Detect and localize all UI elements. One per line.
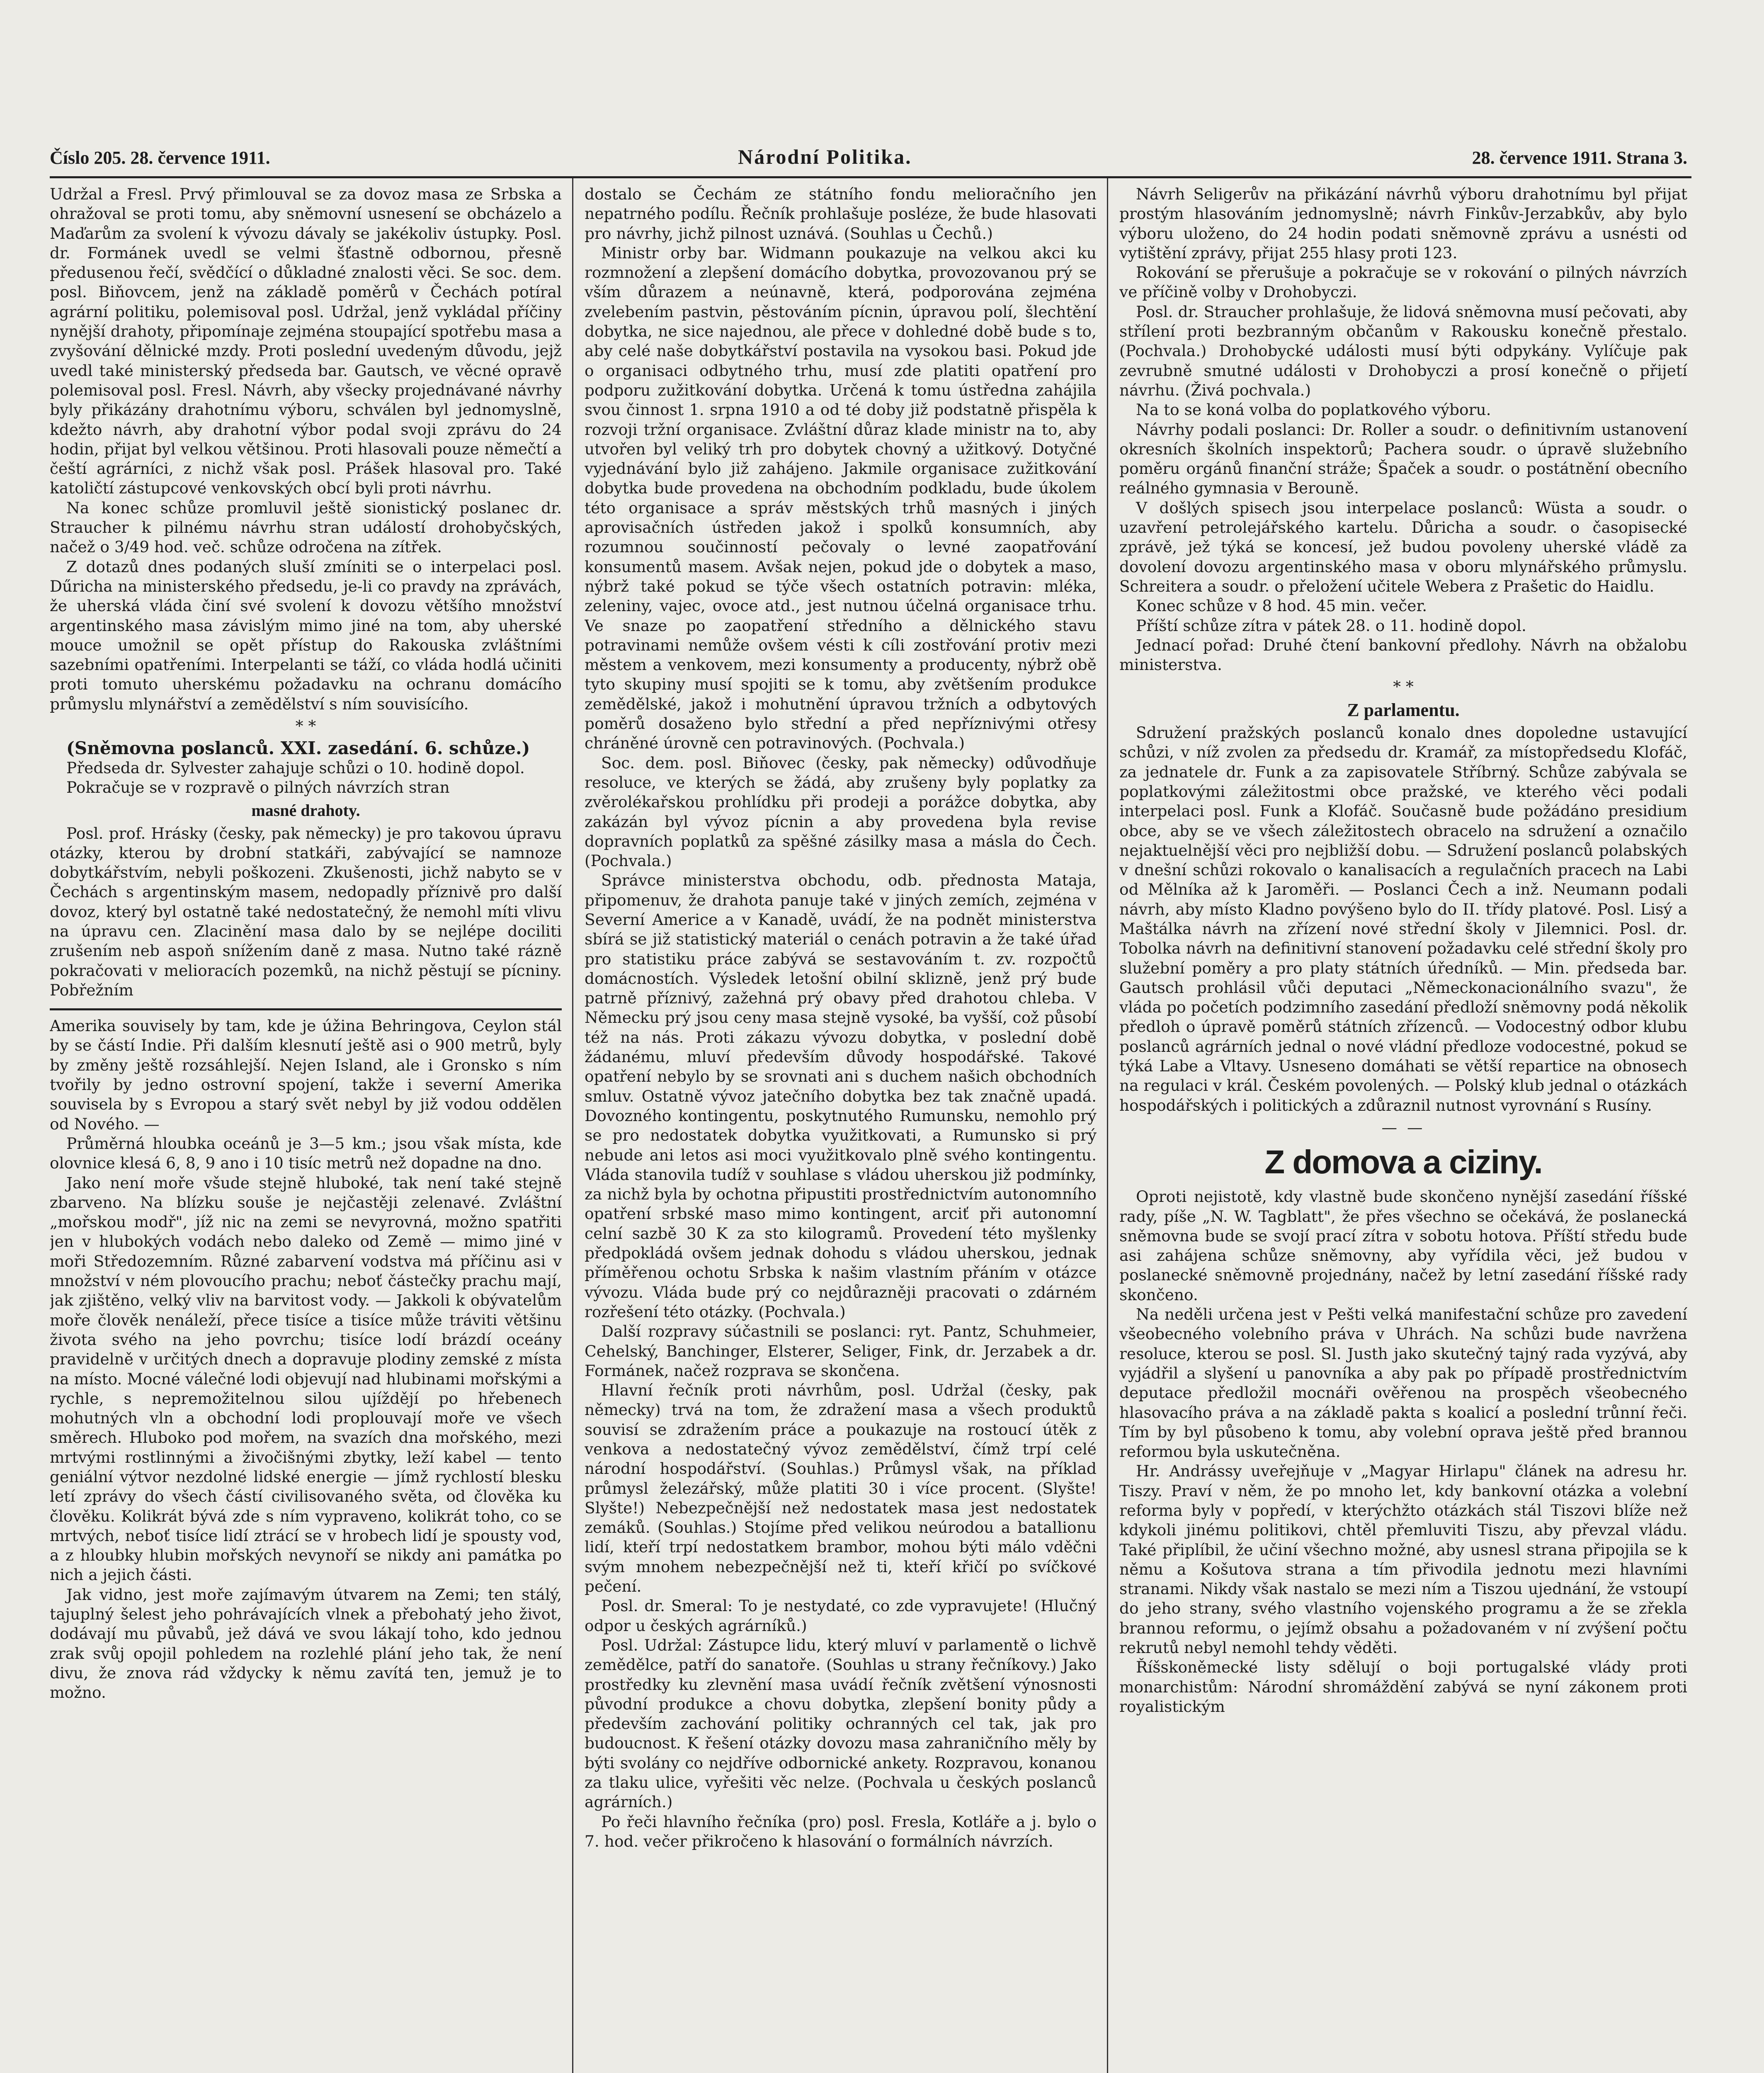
feuilleton-paragraph: Jako není moře všude stejně hluboké, tak není také stejně zbarveno. Na blízku souše je nejčastěji zelenavé. Zvláštní „mořskou modř", jíž nic na zemi se nevyrovná, možno spatřiti jen v hlubokých vodách nebo daleko od Země — mimo jiné v moři Středozemním. Různé zabarvení vodstva má příčinu asi v množství v ném plovoucího prachu; neboť částečky prachu mají, jak zjištěno, velký vliv na barvitost vody. — Jakkoli k obývatelům moře člověk nenáleží, přece tisíce a tisíce může tráviti většinu života svého na jeho povrchu; tisíce lodí brázdí oceány pravidelně v určitých dnech a dopravuje plodiny zemské z místa na místo. Mocné válečné lodi objevují nad hlubinami mořskými a rychle, s nepremožitelnou silou ujíždějí po hřebenech mohutných vln a obchodní lodi proplouvají moře ve všech směrech. Hluboko pod mořem, na svazích dna mořského, mezi mrtvými rostlinnými a živočišnými zbytky, leží kabel — tento geniální výtvor nezdolné lidské energie — jímž rychlostí blesku letí zprávy do všech částí civilisovaného světa, od člověka ku člověku. Kolikrát bývá zde s ním vypraveno, kolikrát toho, co se mrtvých, neboť tisíce lidí ztrácí se v hrobech lidí je spousty vod, a z hloubky hlubin mořských nevynoří se nikdy ani památka po nich a jejich části. bbox=[50, 1173, 562, 1584]
feuilleton-paragraph: Amerika souvisely by tam, kde je úžina Behringova, Ceylon stál by se částí Indie. Při dalším klesnutí ještě asi o 900 metrů, byly by změny ještě rozsáhlejší. Nejen Island, ale i Gronsko s ním tvořily by jedno ostrovní spojení, takže i severní Amerika souvisela by s Evropou a starý svět nebyl by již vodou oddělen od Nového. — bbox=[50, 1017, 562, 1133]
section-heading: Z domova a ciziny. bbox=[1264, 1143, 1542, 1181]
article-paragraph: Další rozpravy súčastnili se poslanci: ryt. Pantz, Schuhmeier, Cehelský, Banchinger, Elsterer, Seliger, Fink, dr. Jerzabek a dr. Formánek, načež rozprava se skončena. bbox=[585, 1322, 1097, 1380]
header-rule bbox=[50, 176, 1691, 178]
article-paragraph: Po řeči hlavního řečníka (pro) posl. Fresla, Kotláře a j. bylo o 7. hod. večer přikročeno k hlasování o formálních návrzích. bbox=[585, 1812, 1097, 1850]
page-number: 28. července 1911. Strana 3. bbox=[1472, 148, 1687, 168]
article-paragraph: dostalo se Čechám ze státního fondu melioračního jen nepatrného podílu. Řečník prohlašuje posléze, že bude hlasovati pro návrhy, jichž pilnost uznává. (Souhlas u Čechů.) bbox=[585, 185, 1097, 243]
column-2 bbox=[585, 184, 1097, 2073]
column-divider bbox=[1107, 178, 1108, 2073]
section-separator: * * bbox=[1393, 677, 1414, 696]
article-paragraph: Pokračuje se v rozpravě o pilných návrzích stran bbox=[66, 778, 450, 796]
session-heading: (Sněmovna poslanců. XXI. zasedání. 6. schůze.) bbox=[66, 738, 530, 759]
column-3 bbox=[1119, 184, 1687, 2073]
column-divider bbox=[572, 178, 573, 2073]
article-paragraph: Soc. dem. posl. Biňovec (česky, pak německy) odůvodňuje resoluce, ve kterých se žádá, aby zrušeny byly poplatky za zvěrolékařskou prohlídku při prodeji a porážce dobytka, aby zakázán byl vývoz pícnin a aby provedena byla revise dopravních poplatků za spěšné zásilky masa a másla do Čech. (Pochvala.) bbox=[585, 753, 1097, 870]
article-paragraph: Posl. dr. Smeral: To je nestydaté, co zde vypravujete! (Hlučný odpor u českých agrárníků.) bbox=[585, 1597, 1097, 1635]
article-paragraph: Říšskoněmecké listy sdělují o boji portugalské vlády proti monarchistům: Národní shromáždění zabývá se nyní zákonem proti royalistickým bbox=[1119, 1658, 1687, 1716]
article-paragraph: Z dotazů dnes podaných sluší zmíniti se o interpelaci posl. Dűricha na ministerského předsedu, je-li co pravdy na zprávách, že uherská vláda činí své svolení k dovozu většího množství argentinského masa závislým mimo jiné na tom, aby uherské mouce umožnil se opět přístup do Rakouska zvláštními sazebními opatřeními. Interpelanti se táží, co vláda hodlá učiniti proti tomuto uherskému požadavku na ochranu domácího průmyslu mlynářství a zemědělství s ním souvisícího. bbox=[50, 557, 562, 713]
article-paragraph: Rokování se přerušuje a pokračuje se v rokování o pilných návrzích ve příčině volby v Drohobyczi. bbox=[1119, 263, 1687, 301]
page-header bbox=[50, 143, 1687, 172]
article-paragraph: Příští schůze zítra v pátek 28. o 11. hodině dopol. bbox=[1136, 616, 1526, 635]
feuilleton-rule bbox=[50, 1008, 562, 1010]
article-paragraph: Návrhy podali poslanci: Dr. Roller a soudr. o definitivním ustanovení okresních školních inspektorů; Pachera soudr. o úpravě služebního poměru orgánů finanční stráže; Špaček a soudr. o postátnění obecního reálného gymnasia v Berouně. bbox=[1119, 420, 1687, 498]
article-paragraph: Předseda dr. Sylvester zahajuje schůzi o 10. hodině dopol. bbox=[66, 758, 525, 777]
feuilleton-paragraph: Jak vidno, jest moře zajímavým útvarem na Zemi; ten stálý, tajuplný šelest jeho pohrávajících vlnek a přebohatý jeho život, dodávají mu půvabů, jež dává ve svou lákají toho, kdo jednou zrak svůj opojil pohledem na rozlehlé plání jeho tak, že není divu, že znova rád vždycky k němu zavítá ten, jemuž je to možno. bbox=[50, 1585, 562, 1702]
article-paragraph: Posl. dr. Straucher prohlašuje, že lidová sněmovna musí pečovati, aby střílení proti bezbranným občanům v Rakousku konečně přestalo. (Pochvala.) Drohobycké události musí býti odpykány. Vylíčuje pak zevrubně smutné události v Drohobyczi a prosí konečně o přijetí návrhu. (Živá pochvala.) bbox=[1119, 302, 1687, 399]
article-paragraph: Posl. Udržal: Zástupce lidu, který mluví v parlamentě o lichvě zemědělce, patří do sanatoře. (Souhlas u strany řečníkovy.) Jako prostředky ku zlevnění masa uvádí řečník zvětšení výnosnosti původní produkce a chovu dobytka, zlepšení bonity půdy a především zachování politiky ochranných cel tak, jak pro budoucnost. K řešení otázky dovozu masa zahraničního měly by býti svolány co nejdříve odbornické ankety. Rozpravou, konanou za tlaku ulice, vyřešiti věc nelze. (Pochvala u českých poslanců agrárních.) bbox=[585, 1636, 1097, 1811]
article-paragraph: Posl. prof. Hrásky (česky, pak německy) je pro takovou úpravu otázky, kterou by drobní statkáři, zabývající se namnoze dobytkářstvím, nebyli poškozeni. Zkušenosti, jichž nabyto se v Čechách s argentinským masem, nedopadly příznivě pro další dovoz, který byl ostatně také nedostatečný, že nemohl míti vlivu na úpravu cen. Zlacinění masa dalo by se nejlépe dociliti zrušením neb aspoň snížením daně z masa. Nutno také rázně pokračovati v melioracích pozemků, na nichž pěstují se pícniny. Pobřežním bbox=[50, 824, 562, 999]
article-paragraph: Udržal a Fresl. Prvý přimlouval se za dovoz masa ze Srbska a ohražoval se proti tomu, aby sněmovní usnesení se obcházelo a Maďarům za svolení k vývozu dávaly se jakékoliv ústupky. Posl. dr. Formánek uvedl se velmi šťastně odbornou, přesně předusenou řečí, svědčící o důkladné znalosti věci. Se soc. dem. posl. Biňovcem, jenž na základě poměrů v Čechách potíral agrární politiku, polemisoval posl. Udržal, jenž vykládal příčiny nynější drahoty, připomínaje zejména stoupající spotřebu masa a zvyšování dělnické mzdy. Proti poslední uvedeným důvodu, jejž uvedl také ministerský předseda bar. Gautsch, ve věcné opravě polemisoval posl. Fresl. Návrh, aby všecky projednávané návrhy byly přikázány drahotnímu výboru, schválen byl jednomyslně, kdežto návrh, aby drahotní výbor podal svoji zprávu do 24 hodin, přijat byl velkou většinou. Proti hlasovali pouze němečtí a čeští agrárníci, z nichž však posl. Prášek hlasoval pro. Také katoličtí zástupcové venkovských obcí byli proti návrhu. bbox=[50, 185, 562, 498]
article-paragraph: Návrh Seligerův na přikázání návrhů výboru drahotnímu byl přijat prostým hlasováním jednomyslně; návrh Finkův-Jerzabkův, aby bylo výboru uloženo, do 24 hodin podati sněmovně zprávu a usnésti od vytištění zprávy, přijat 255 hlasy proti 123. bbox=[1119, 185, 1687, 262]
article-paragraph: Ministr orby bar. Widmann poukazuje na velkou akci ku rozmnožení a zlepšení domácího dobytka, provozovanou prý se vším důrazem a neúnavně, která, podporována zejména zvelebením pastvin, pěstováním pícnin, úpravou polí, šlechtění dobytka, ne sice najednou, ale přece v dohledné době bude s to, aby celé naše dobytkářství postavila na vysokou basi. Pokud jde o organisaci odbytného trhu, musí zde platiti opatření pro podporu zužitkování dobytka. Určená k tomu ústředna zahájila svou činnost 1. srpna 1910 a od té doby již podstatně přispěla k rozvoji tržní organisace. Zvláštní důraz klade ministr na to, aby utvořen byl veliký trh pro dobytek chovný a užitkový. Dotyčné vyjednávání bylo již zahájeno. Jakmile organisace zužitkování dobytka bude provedena na obchodním podkladu, bude úkolem této organisace a správ městských trhů masných i jiných aprovisačních ústředen jakož i spolků konsumních, aby rozumnou součinností pečovaly o levné zaopatřování konsumentů masem. Avšak nejen, pokud jde o dobytek a maso, nýbrž také pokud se týče všech ostatních potravin: mléka, zeleniny, vajec, ovoce atd., jest nutnou účelná organisace trhu. Ve snaze po zaopatření středního a dělnického stavu potravinami nemůže ovšem vésti k cíli zostřování protiv mezi městem a venkovem, mezi konsumenty a producenty, nýbrž obě tyto skupiny musí spojiti se k tomu, aby zvětšením produkce zemědělské, jakož i mohutnění úpravou tržních a odbytových poměrů dosaženo bylo střední a před nepříznivými otřesy chráněné úrovně cen potravinových. (Pochvala.) bbox=[585, 243, 1097, 752]
subheading: masné drahoty. bbox=[251, 801, 360, 820]
section-separator: * * bbox=[295, 717, 316, 736]
article-paragraph: Na konec schůze promluvil ještě sionistický poslanec dr. Straucher k pilnému návrhu stran událostí drohobyčských, načež o 3/49 hod. več. schůze odročena na zítřek. bbox=[50, 498, 562, 556]
article-paragraph: V došlých spisech jsou interpelace poslanců: Wüsta a soudr. o uzavření petrolejářského kartelu. Důricha a soudr. o časopisecké zprávě, jež týká se koncesí, jež budou povoleny uherské vládě za dovolení dovozu argentinského masa v oboru mlynářského průmyslu. Schreitera a soudr. o přeložení učitele Webera z Prašetic do Haidlu. bbox=[1119, 498, 1687, 595]
issue-date: Číslo 205. 28. července 1911. bbox=[50, 148, 270, 168]
column-1 bbox=[50, 184, 562, 2073]
article-paragraph: Oproti nejistotě, kdy vlastně bude skončeno nynější zasedání říšské rady, píše „N. W. Tagblatt", že přes všechno se očekává, že poslanecká sněmovna bude se svojí prací zítra v sobotu hotova. Příští středu bude asi zahájena schůze sněmovny, aby vyřídila věci, jež budou v poslanecké sněmovně projednány, načež by letní zasedání říšské rady skončeno. bbox=[1119, 1187, 1687, 1304]
article-paragraph: Konec schůze v 8 hod. 45 min. večer. bbox=[1136, 597, 1427, 615]
article-paragraph: Hlavní řečník proti návrhům, posl. Udržal (česky, pak německy) trvá na tom, že zdražení masa a všech produktů souvisí se zdražením práce a poukazuje na rostoucí útěk z venkova a nedostatečný vývoz zemědělství, čímž trpí celé národní hospodářství. (Souhlas.) Průmysl však, na příklad průmysl železářský, může platiti 30 i více procent. (Slyšte! Slyšte!) Nebezpečnější než nedostatek masa jest nedostatek zemáků. (Souhlas.) Stojíme před velikou neúrodou a batallionu lidí, kteří trpí nedostatkem brambor, mohou býti málo vděčni svým mnohem nebezpečnější než ti, kteří křičí po svíčkové pečení. bbox=[585, 1381, 1097, 1596]
section-heading: Z parlamentu. bbox=[1347, 699, 1460, 720]
article-paragraph: Jednací pořad: Druhé čtení bankovní předlohy. Návrh na obžalobu ministerstva. bbox=[1119, 636, 1687, 674]
article-paragraph: Na neděli určena jest v Pešti velká manifestační schůze pro zavedení všeobecného volebního práva v Uhrách. Na schůzi bude navržena resoluce, kterou se posl. Sl. Justh jako skutečný tajný rada vyzývá, aby vyjádřil a slyšení u panovníka a aby pak po případě prostřednictvím deputace předložil mocnáři ověřenou na prospěch všeobecného hlasovacího práva a na základě pakta s koalicí a poslední trůnní řeči. Tím by byl působeno k tomu, aby volební oprava ještě před brannou reformou byla uskutečněna. bbox=[1119, 1305, 1687, 1461]
article-paragraph: Na to se koná volba do poplatkového výboru. bbox=[1136, 401, 1491, 419]
article-paragraph: Sdružení pražských poslanců konalo dnes dopoledne ustavující schůzi, v níž zvolen za předsedu dr. Kramář, za místopředsedu Klofáč, za jednatele dr. Funk a za zapisovatele Stříbrný. Schůze zabývala se poplatkovými záležitostmi obce pražské, ve kterého věci podali interpelaci posl. Funk a Klofáč. Současně bude požádáno presidium obce, aby se ve všech záležitostech obracelo na sdružení a označilo nejaktuelnější věci pro nejbližší dobu. — Sdružení poslanců polabských v dnešní schůzi rokovalo o kanalisacích a regulačních pracech na Labi od Mělníka až k Jaroměři. — Poslanci Čech a inž. Neumann podali návrh, aby místo Kladno povýšeno bylo do II. třídy platové. Posl. Lisý a Maštálka návrh na zřízení nové střední školy v Jilemnici. Posl. dr. Tobolka návrh na definitivní stanovení požadavku celé střední školy pro služební poměry a pro platy státních úředníků. — Min. předseda bar. Gautsch prohlásil vůči deputaci „Německonacionálního svazu", že vláda po početích podzimního zasedání předloží sněmovny podá několik předloh o úpravě poměrů státních zřízenců. — Vodocestný odbor klubu poslanců agrárních jednal o nové vládní předloze vodocestné, pokud se týká Labe a Vltavy. Usneseno domáhati se větší reparticе na obnosech na regulaci v král. Českém povolených. — Polský klub jednal o otázkách hospodářských i politických a zdůraznil nutnost vyrovnání s Rusíny. bbox=[1119, 723, 1687, 1114]
section-separator: — — bbox=[1381, 1118, 1425, 1136]
article-paragraph: Hr. Andrássy uveřejňuje v „Magyar Hirlapu" článek na adresu hr. Tiszy. Praví v něm, že po mnoho let, kdy bankovní otázka a volební reforma byly v popředí, v kterýchžto otázkách stál Tiszovi blíže než kdykoli jinému politikovi, chtěl přemluviti Tiszu, aby převzal vládu. Také připlíbil, že učiní všechno možné, aby usnesl strana připojila se k němu a Košutova strana a tím přivodila jednotu mezi hlavními stranami. Nikdy však nastalo se mezi ním a Tiszou ujednání, že vstoupí do jeho strany, svého vlastního vojenského programu a že se zřekla brannou reformu, o jejímž obsahu a požadovaném v ní zvýšení počtu rekrutů nebyl nemohl tehdy věděti. bbox=[1119, 1462, 1687, 1657]
article-paragraph: Správce ministerstva obchodu, odb. přednosta Mataja, připomenuv, že drahota panuje také v jiných zemích, zejména v Severní Americe a v Kanadě, uvádí, že na podnět ministerstva sbírá se již statistický materiál o cenách potravin a že také úřad pro statistiku práce zabývá se sestavováním t. zv. rozpočtů domácnostích. Výsledek letošní obilní sklizně, jenž prý bude patrně příznivý, zažehná prý obavy před drahotou chleba. V Německu prý jsou ceny masa stejně vysoké, ba vyšší, což působí též na nás. Proti zákazu vývozu dobytka, v poslední době žádanému, mluví především důvody hospodářské. Takové opatření nebylo by se srovnati ani s duchem našich obchodních smluv. Ostatně vývoz jatečního dobytka bez tak značně upadá. Dovozného kontingentu, poskytnutého Rumunsku, nemohlo prý se pro nedostatek dobytka využitkovati, a Rumunsko si prý nebude ani letos asi moci využitkovalo plně svého kontingentu. Vláda stanovila tudíž v souhlase s vládou uherskou již podmínky, za nichž byla by ochotna připustiti prostřednictvím autonomního opatření srbské maso mimo kontingent, arciť při autonomní celní sazbě 30 K za sto kilogramů. Provedení této myšlenky předpokládá ovšem jednak dohodu s vládou uherskou, jednak příměřenou ochotu Srbska k našim vlastním přáním v otázce vývozu. Vláda bude prý co nejdůrazněji pracovati o zdárném rozřešení této otázky. (Pochvala.) bbox=[585, 871, 1097, 1321]
masthead-title: Národní Politika. bbox=[738, 145, 912, 168]
feuilleton-paragraph: Průměrná hloubka oceánů je 3—5 km.; jsou však místa, kde olovnice klesá 6, 8, 9 ano i 10 tisíc metrů než dopadne na dno. bbox=[50, 1134, 562, 1172]
